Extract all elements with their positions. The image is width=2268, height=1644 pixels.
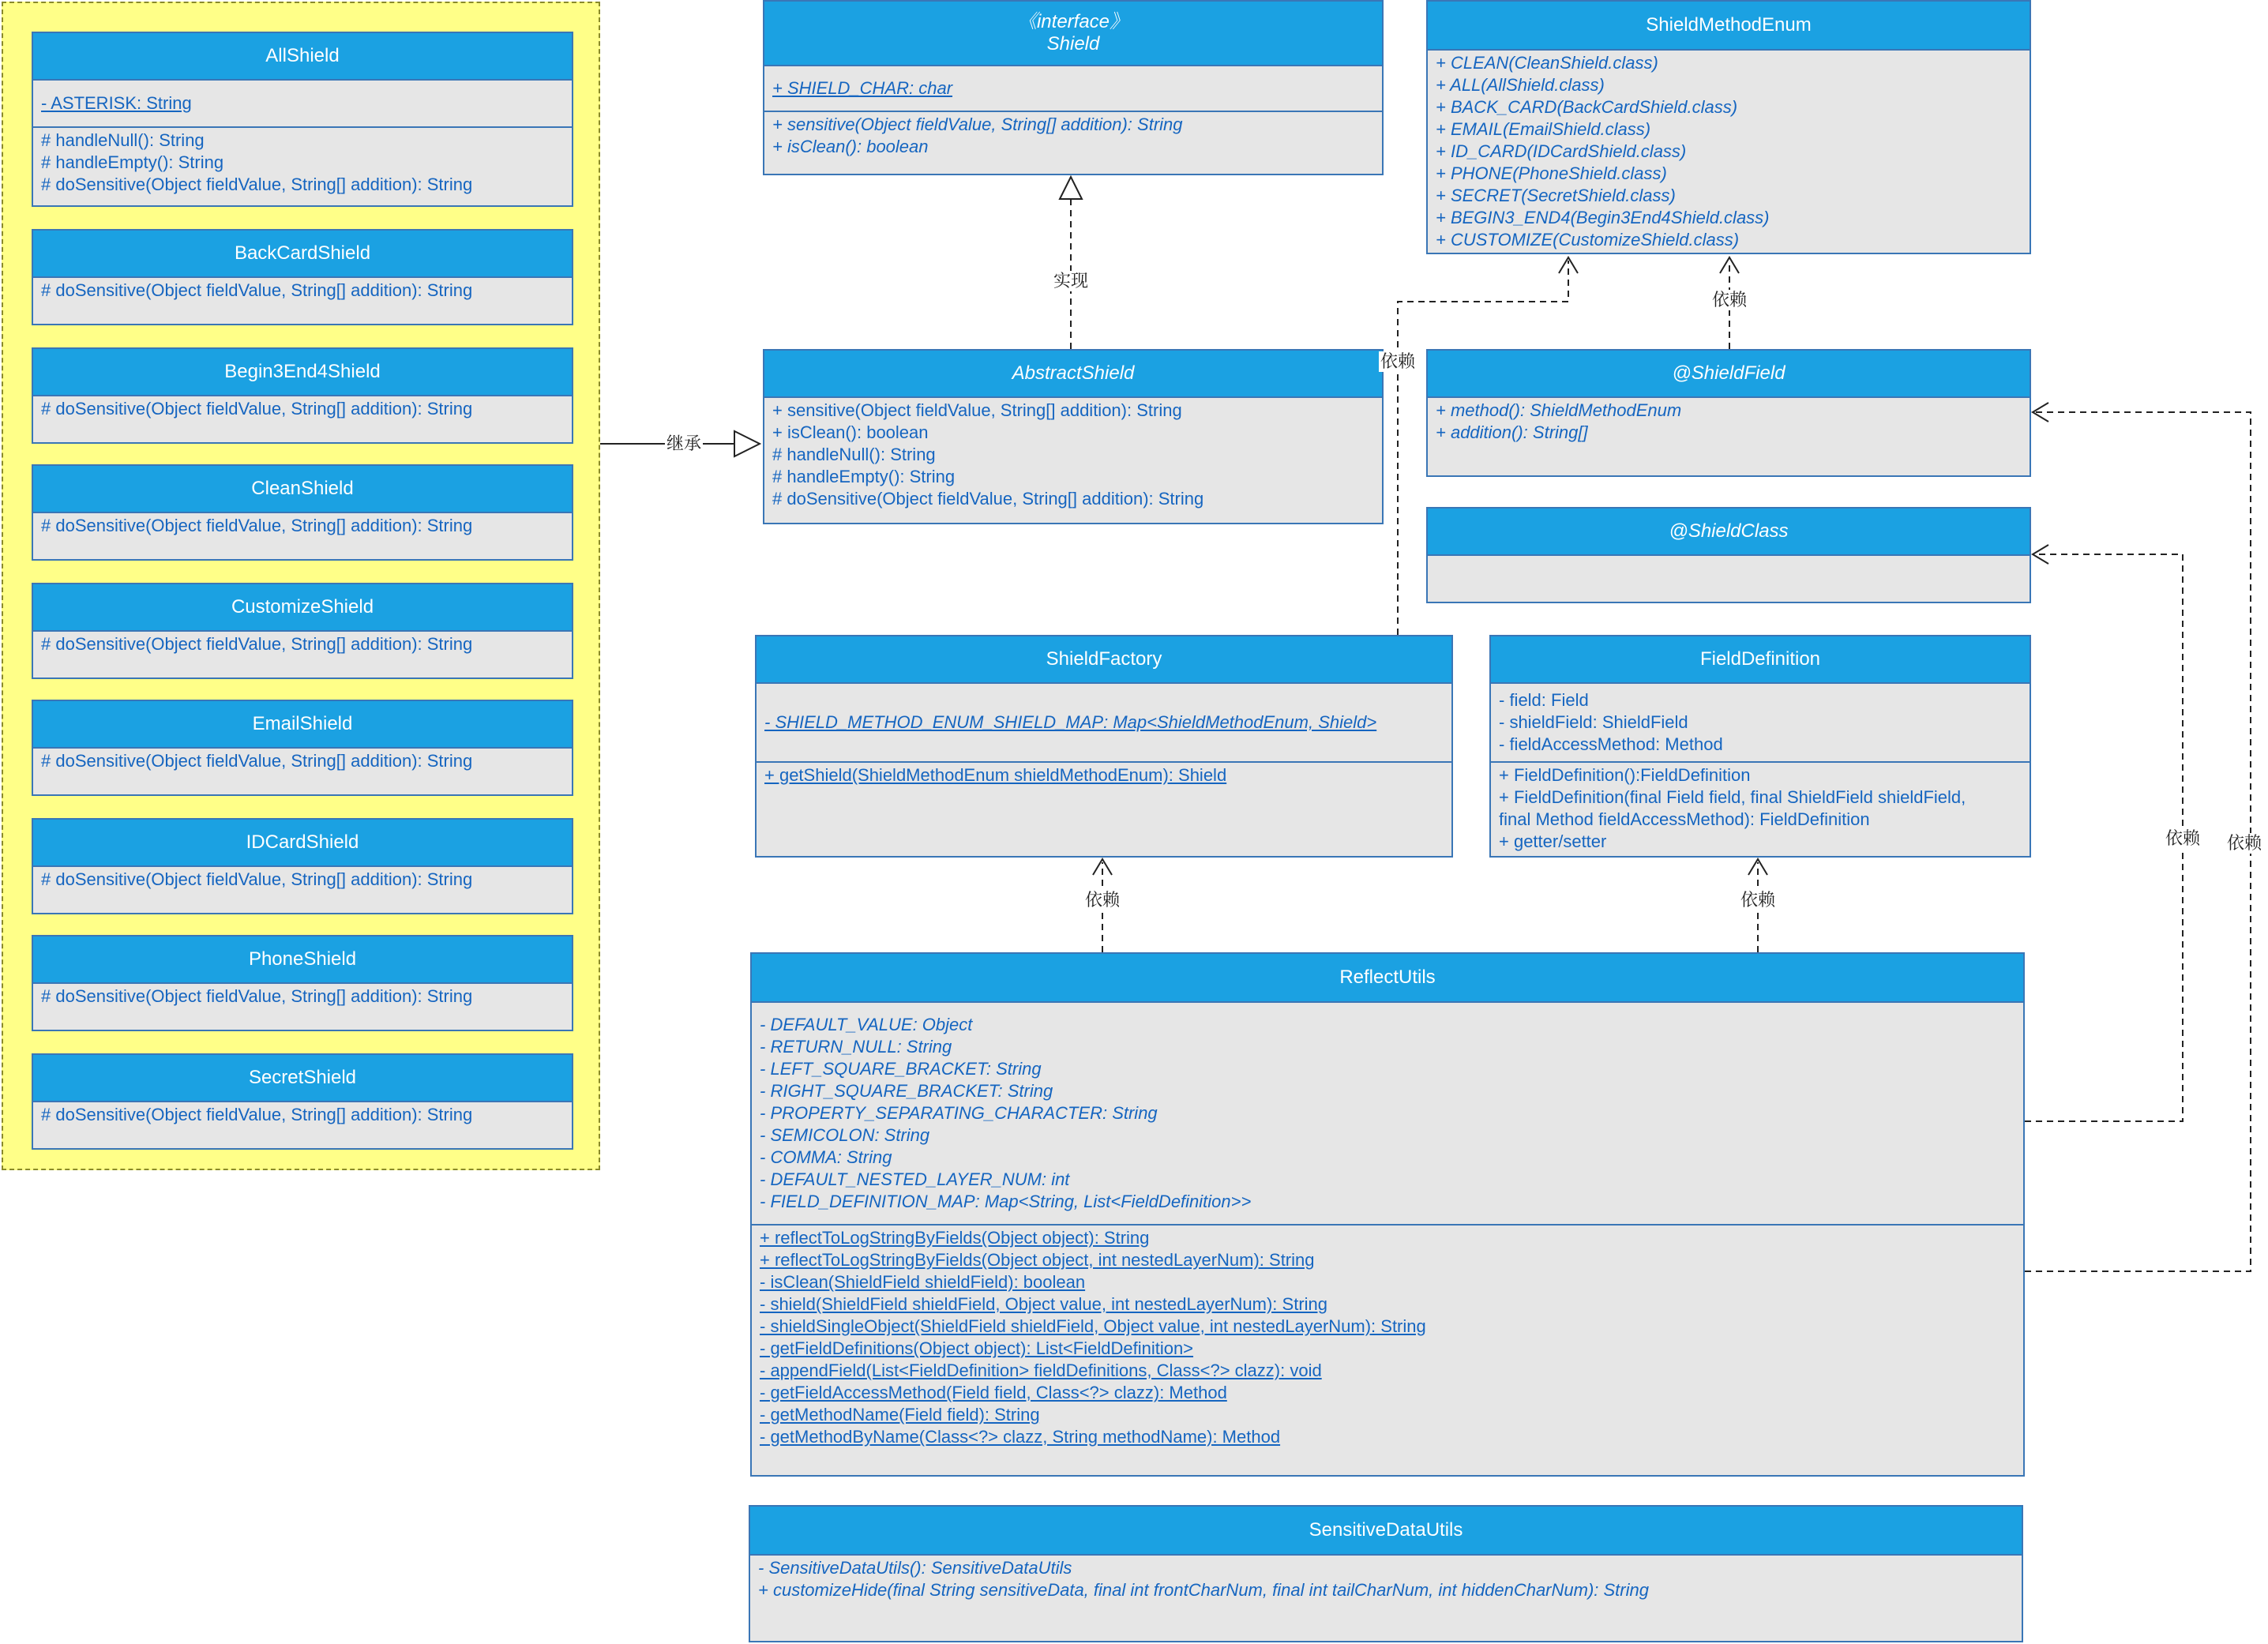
attribute-line: - FIELD_DEFINITION_MAP: Map<String, List<FieldDefinition>> — [760, 1192, 1252, 1211]
class-header — [1428, 351, 2030, 398]
class-header — [33, 584, 572, 632]
class-title: PhoneShield — [248, 948, 357, 970]
methods-section — [33, 749, 572, 774]
class-begin3End4Shield[interactable] — [32, 347, 573, 444]
class-title: SecretShield — [248, 1067, 357, 1088]
method-line: + FieldDefinition(final Field field, final ShieldField shieldField, — [1499, 787, 1966, 807]
class-shieldClass[interactable] — [1426, 507, 2031, 603]
depend-reflect-shieldfield-arrow — [2033, 403, 2048, 422]
class-header — [33, 701, 572, 749]
method-line: - SensitiveDataUtils(): SensitiveDataUtils — [758, 1558, 1072, 1578]
depend-reflect-shieldclass-arrow — [2033, 545, 2048, 564]
class-reflectUtils[interactable] — [750, 952, 2025, 1477]
attribute-line: - LEFT_SQUARE_BRACKET: String — [760, 1059, 1042, 1079]
method-line: + sensitive(Object fieldValue, String[] addition): String — [772, 114, 1183, 134]
class-header — [757, 636, 1451, 684]
depend-reflect-fielddef-arrow — [1748, 859, 1767, 875]
class-header — [752, 954, 2023, 1003]
class-title: ShieldFactory — [1046, 648, 1162, 670]
method-line: # doSensitive(Object fieldValue, String[] addition): String — [41, 751, 473, 771]
attribute-line: + ID_CARD(IDCardShield.class) — [1436, 141, 1687, 161]
inherit-arrowhead — [734, 431, 760, 456]
method-line: - isClean(ShieldField shieldField): boolean — [760, 1272, 1086, 1292]
methods-section — [33, 396, 572, 422]
class-phoneShield[interactable] — [32, 935, 573, 1031]
class-header — [33, 820, 572, 867]
method-line: + getShield(ShieldMethodEnum shieldMethodEnum): Shield — [764, 765, 1227, 785]
class-title: @ShieldClass — [1669, 520, 1789, 542]
class-header — [750, 1507, 2022, 1556]
method-line: # doSensitive(Object fieldValue, String[] addition): String — [41, 869, 473, 889]
attribute-line: - RIGHT_SQUARE_BRACKET: String — [760, 1081, 1053, 1101]
methods-section — [764, 112, 1382, 160]
method-line: + customizeHide(final String sensitiveData, final int frontCharNum, final int tailCharNum, int hiddenCharNum): String — [758, 1580, 1649, 1600]
attribute-line: - field: Field — [1499, 690, 1589, 710]
attributes-section — [764, 66, 1382, 112]
attribute-line: + ALL(AllShield.class) — [1436, 75, 1605, 95]
class-title: Shield — [1046, 33, 1100, 54]
method-line: - getFieldDefinitions(Object object): List<FieldDefinition> — [760, 1338, 1194, 1358]
methods-section — [33, 278, 572, 303]
class-allShield[interactable] — [32, 32, 573, 207]
methods-section — [764, 398, 1382, 512]
class-header — [764, 2, 1382, 66]
class-title: AbstractShield — [1012, 362, 1135, 384]
depend-field-enum-arrow — [1720, 257, 1739, 273]
methods-section — [33, 1102, 572, 1128]
methods-section — [750, 1556, 2022, 1603]
class-title: ShieldMethodEnum — [1646, 14, 1812, 36]
class-header — [33, 231, 572, 278]
class-header — [33, 1055, 572, 1102]
attribute-line: + BEGIN3_END4(Begin3End4Shield.class) — [1436, 208, 1770, 227]
class-title: CleanShield — [251, 478, 354, 499]
class-customizeShield[interactable] — [32, 583, 573, 679]
method-line: + getter/setter — [1499, 831, 1607, 851]
method-line: - appendField(List<FieldDefinition> fieldDefinitions, Class<?> clazz): void — [760, 1361, 1322, 1380]
class-title: AllShield — [265, 45, 340, 66]
method-line: # doSensitive(Object fieldValue, String[] addition): String — [41, 175, 473, 194]
class-header — [1428, 509, 2030, 556]
relation-label-inherit: 继承 — [666, 434, 702, 453]
class-title: CustomizeShield — [231, 596, 374, 617]
class-shieldMethodEnum[interactable] — [1426, 0, 2031, 254]
class-title: IDCardShield — [246, 831, 359, 853]
attribute-line: + SECRET(SecretShield.class) — [1436, 186, 1676, 205]
class-secretShield[interactable] — [32, 1053, 573, 1150]
attribute-line: + BACK_CARD(BackCardShield.class) — [1436, 97, 1738, 117]
method-line: + reflectToLogStringByFields(Object object): String — [760, 1228, 1150, 1248]
attribute-line: - ASTERISK: String — [41, 93, 192, 113]
class-header — [33, 936, 572, 984]
depend-reflect-shieldfield-line — [2025, 412, 2251, 1271]
relation-label-depend-shieldclass: 依赖 — [2165, 828, 2201, 848]
methods-section — [33, 513, 572, 539]
method-line: + method(): ShieldMethodEnum — [1436, 400, 1682, 420]
class-shieldFactory[interactable] — [755, 635, 1453, 858]
attribute-line: + EMAIL(EmailShield.class) — [1436, 119, 1651, 139]
attribute-line: - PROPERTY_SEPARATING_CHARACTER: String — [760, 1103, 1158, 1123]
method-line: # doSensitive(Object fieldValue, String[] addition): String — [41, 634, 473, 654]
methods-section — [33, 632, 572, 657]
method-line: - getMethodByName(Class<?> clazz, String methodName): Method — [760, 1427, 1281, 1447]
attributes-section — [752, 1003, 2023, 1225]
method-line: # handleNull(): String — [772, 445, 936, 464]
class-sensitiveDataUtils[interactable] — [749, 1505, 2023, 1642]
class-fieldDefinition[interactable] — [1489, 635, 2031, 858]
class-idCardShield[interactable] — [32, 818, 573, 914]
method-line: + addition(): String[] — [1436, 422, 1588, 442]
method-line: # doSensitive(Object fieldValue, String[] addition): String — [41, 280, 473, 300]
class-title: @ShieldField — [1672, 362, 1785, 384]
class-abstractShield[interactable] — [763, 349, 1384, 524]
methods-section — [33, 867, 572, 892]
method-line: - getMethodName(Field field): String — [760, 1405, 1040, 1424]
method-line: - getFieldAccessMethod(Field field, Class<?> clazz): Method — [760, 1383, 1227, 1402]
attribute-line: - RETURN_NULL: String — [760, 1037, 952, 1057]
class-header — [33, 349, 572, 396]
attribute-line: - DEFAULT_NESTED_LAYER_NUM: int — [760, 1169, 1070, 1189]
class-shield[interactable] — [763, 0, 1384, 175]
attribute-line: + PHONE(PhoneShield.class) — [1436, 163, 1667, 183]
methods-section — [33, 984, 572, 1009]
attribute-line: + SHIELD_CHAR: char — [772, 78, 953, 98]
class-title: Begin3End4Shield — [224, 361, 381, 382]
depend-reflect-factory-arrow — [1093, 859, 1112, 875]
attribute-line: + CLEAN(CleanShield.class) — [1436, 53, 1658, 73]
methods-section — [757, 763, 1451, 788]
realize-arrowhead — [1060, 177, 1082, 199]
empty-section — [1428, 556, 2030, 559]
depend-factory-enum-arrow — [1559, 257, 1578, 273]
attribute-line: - fieldAccessMethod: Method — [1499, 734, 1723, 754]
methods-section — [752, 1225, 2023, 1450]
attribute-line: - DEFAULT_VALUE: Object — [760, 1015, 973, 1034]
method-line: + isClean(): boolean — [772, 422, 929, 442]
method-line: + FieldDefinition():FieldDefinition — [1499, 765, 1751, 785]
method-line: # doSensitive(Object fieldValue, String[] addition): String — [41, 516, 473, 535]
relation-label-depend-field-enum: 依赖 — [1711, 290, 1748, 310]
method-line: # doSensitive(Object fieldValue, String[] addition): String — [41, 986, 473, 1006]
attributes-section — [1428, 51, 2030, 253]
relation-label-depend-shieldfield: 依赖 — [2226, 833, 2262, 853]
method-line: # handleEmpty(): String — [772, 467, 956, 486]
class-backCardShield[interactable] — [32, 229, 573, 325]
class-header — [1491, 636, 2030, 684]
class-header — [1428, 2, 2030, 51]
method-line: final Method fieldAccessMethod): FieldDefinition — [1499, 809, 1870, 829]
class-title: ReflectUtils — [1339, 967, 1436, 988]
class-shieldField[interactable] — [1426, 349, 2031, 477]
method-line: # handleNull(): String — [41, 130, 205, 150]
attributes-section — [757, 684, 1451, 763]
class-header — [33, 466, 572, 513]
methods-section — [1491, 763, 2030, 854]
attributes-section — [1491, 684, 2030, 763]
relation-label-depend-fielddef: 依赖 — [1740, 890, 1776, 910]
class-emailShield[interactable] — [32, 700, 573, 796]
method-line: + reflectToLogStringByFields(Object object, int nestedLayerNum): String — [760, 1250, 1315, 1270]
relation-label-depend-factory: 依赖 — [1084, 890, 1121, 910]
method-line: # handleEmpty(): String — [41, 152, 224, 172]
method-line: # doSensitive(Object fieldValue, String[] addition): String — [772, 489, 1204, 509]
class-header — [764, 351, 1382, 398]
method-line: - shieldSingleObject(ShieldField shieldField, Object value, int nestedLayerNum): String — [760, 1316, 1426, 1336]
methods-section — [33, 128, 572, 197]
class-title: EmailShield — [252, 713, 353, 734]
class-cleanShield[interactable] — [32, 464, 573, 561]
depend-reflect-shieldclass-line — [2025, 554, 2183, 1121]
class-header — [33, 33, 572, 81]
class-title: BackCardShield — [234, 242, 371, 264]
relation-label-realize: 实现 — [1053, 271, 1089, 291]
class-title: SensitiveDataUtils — [1309, 1519, 1463, 1541]
class-title: FieldDefinition — [1699, 648, 1821, 670]
attribute-line: - shieldField: ShieldField — [1499, 712, 1688, 732]
attribute-line: - SEMICOLON: String — [760, 1125, 930, 1145]
method-line: + sensitive(Object fieldValue, String[] addition): String — [772, 400, 1182, 420]
attribute-line: + CUSTOMIZE(CustomizeShield.class) — [1436, 230, 1740, 250]
stereotype-label: 《interface》 — [1017, 11, 1129, 32]
methods-section — [1428, 398, 2030, 445]
method-line: # doSensitive(Object fieldValue, String[] addition): String — [41, 399, 473, 419]
method-line: + isClean(): boolean — [772, 137, 929, 156]
method-line: - shield(ShieldField shieldField, Object value, int nestedLayerNum): String — [760, 1294, 1328, 1314]
attributes-section — [33, 81, 572, 128]
relation-label-depend-enum: 依赖 — [1380, 351, 1416, 371]
attribute-line: - SHIELD_METHOD_ENUM_SHIELD_MAP: Map<ShieldMethodEnum, Shield> — [764, 712, 1377, 732]
attribute-line: - COMMA: String — [760, 1147, 892, 1167]
method-line: # doSensitive(Object fieldValue, String[] addition): String — [41, 1105, 473, 1124]
